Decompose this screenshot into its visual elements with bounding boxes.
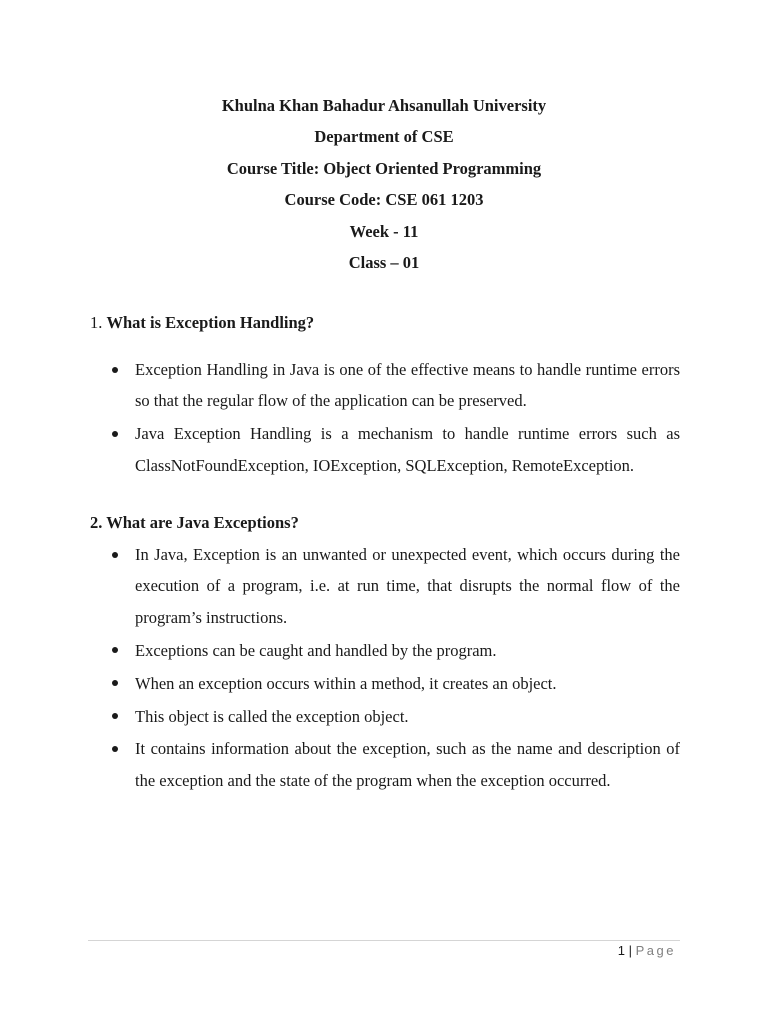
week-label: Week - 11	[349, 221, 419, 241]
bullet-icon	[112, 680, 118, 686]
section-2-question: What are Java Exceptions?	[106, 513, 299, 532]
university-name: Khulna Khan Bahadur Ahsanullah University	[221, 96, 547, 115]
bullet-icon	[112, 713, 118, 719]
section-1-heading	[90, 312, 680, 334]
page-separator: |	[625, 943, 636, 958]
bullet-icon	[112, 431, 118, 437]
section-1-number: 1.	[90, 313, 107, 332]
list-item-text: Java Exception Handling is a mechanism to handle runtime errors such as ClassNotFoundException, IOException, SQLException, RemoteException.	[135, 424, 680, 475]
bullet-icon	[112, 552, 118, 558]
section-2-bullet-list	[90, 539, 680, 796]
list-item	[90, 668, 680, 699]
list-item-text: It contains information about the exception, such as the name and description of the exception and the state of the program when the exception occurred.	[135, 739, 680, 790]
list-item-text: Exception Handling in Java is one of the effective means to handle runtime errors so that the regular flow of the application can be preserved.	[135, 360, 680, 411]
bullet-icon	[112, 746, 118, 752]
list-item	[90, 418, 680, 481]
section-1	[90, 312, 680, 483]
list-item-text: In Java, Exception is an unwanted or unexpected event, which occurs during the execution of a program, i.e. at run time, that disrupts the normal flow of the program’s instructions.	[135, 545, 680, 627]
section-2-heading	[90, 512, 680, 534]
list-item	[90, 635, 680, 666]
footer-divider	[88, 940, 680, 941]
class-label: Class – 01	[348, 252, 420, 272]
list-item	[90, 539, 680, 633]
list-item	[90, 733, 680, 796]
bullet-icon	[112, 647, 118, 653]
department-name: Department of CSE	[314, 127, 454, 147]
page-word: Page	[635, 943, 676, 958]
section-2-number: 2.	[90, 513, 107, 532]
list-item-text: Exceptions can be caught and handled by the program.	[135, 640, 497, 660]
list-item	[90, 354, 680, 417]
section-1-bullet-list	[90, 354, 680, 481]
page-footer	[618, 942, 676, 960]
list-item-text: This object is called the exception object.	[135, 706, 409, 726]
course-title: Course Title: Object Oriented Programming	[226, 158, 542, 178]
section-1-question: What is Exception Handling?	[106, 313, 315, 332]
document-header	[0, 90, 768, 278]
bullet-icon	[112, 367, 118, 373]
section-2	[90, 512, 680, 798]
page-number: 1	[617, 943, 626, 958]
list-item	[90, 701, 680, 732]
list-item-text: When an exception occurs within a method, it creates an object.	[135, 673, 557, 693]
course-code: Course Code: CSE 061 1203	[284, 190, 484, 210]
